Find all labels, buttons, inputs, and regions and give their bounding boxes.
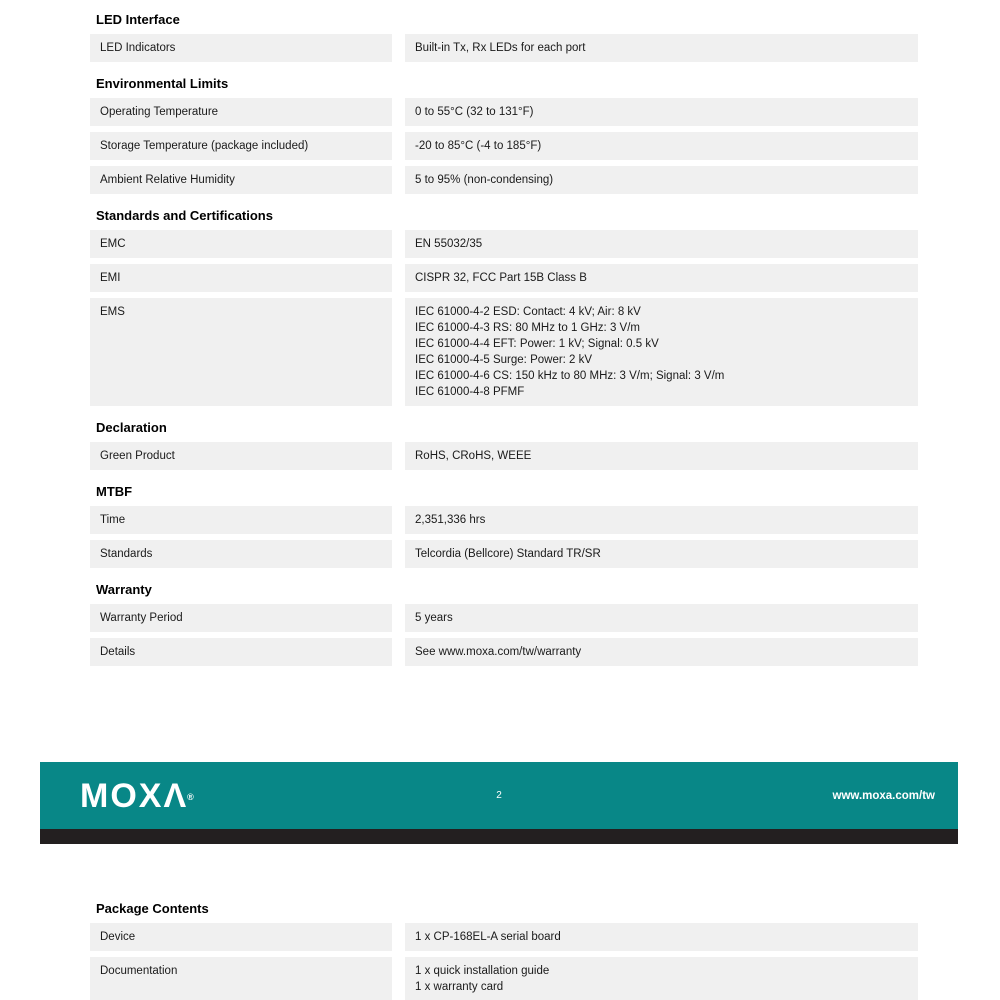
spec-row <box>90 264 918 292</box>
footer-band <box>40 762 958 829</box>
spec-row <box>90 506 918 534</box>
spec-value-line: IEC 61000-4-4 EFT: Power: 1 kV; Signal: 0.5 kV <box>415 338 659 350</box>
spec-value-line: IEC 61000-4-8 PFMF <box>415 386 525 398</box>
spec-value <box>405 264 918 292</box>
spec-label: Operating Temperature <box>90 98 392 126</box>
section-title: MTBF <box>96 484 133 499</box>
spec-value-line: 1 x CP-168EL-A serial board <box>415 931 561 943</box>
spec-value <box>405 298 918 406</box>
spec-row <box>90 298 918 406</box>
spec-label: Documentation <box>90 957 392 1000</box>
spec-value-line: IEC 61000-4-2 ESD: Contact: 4 kV; Air: 8 kV <box>415 306 641 318</box>
section-title: Warranty <box>96 582 152 597</box>
spec-label: Standards <box>90 540 392 568</box>
spec-value-line: 1 x warranty card <box>415 981 504 993</box>
section-title: LED Interface <box>96 12 180 27</box>
spec-table-package-contents <box>90 902 918 1000</box>
section-title: Standards and Certifications <box>96 208 273 223</box>
spec-label: Green Product <box>90 442 392 470</box>
spec-value <box>405 540 918 568</box>
spec-label: EMS <box>90 298 392 406</box>
footer-website: www.moxa.com/tw <box>832 789 935 802</box>
spec-label: Device <box>90 923 392 951</box>
spec-row <box>90 957 918 1000</box>
spec-value-line: 1 x quick installation guide <box>415 965 550 977</box>
spec-value-line: 5 years <box>415 612 453 624</box>
spec-row <box>90 98 918 126</box>
spec-table-main <box>90 13 918 672</box>
spec-value <box>405 923 918 951</box>
spec-value-line: Built-in Tx, Rx LEDs for each port <box>415 42 586 54</box>
spec-value <box>405 132 918 160</box>
spec-value <box>405 34 918 62</box>
section-title: Environmental Limits <box>96 76 229 91</box>
spec-value-line: CISPR 32, FCC Part 15B Class B <box>415 272 587 284</box>
spec-label: EMC <box>90 230 392 258</box>
spec-row <box>90 166 918 194</box>
page-number: 2 <box>496 789 502 801</box>
spec-value-line: IEC 61000-4-5 Surge: Power: 2 kV <box>415 354 593 366</box>
spec-value <box>405 230 918 258</box>
section-title: Declaration <box>96 420 167 435</box>
spec-label: Ambient Relative Humidity <box>90 166 392 194</box>
spec-value-line: RoHS, CRoHS, WEEE <box>415 450 532 462</box>
spec-value <box>405 638 918 666</box>
spec-row <box>90 540 918 568</box>
spec-value-line: -20 to 85°C (-4 to 185°F) <box>415 140 542 152</box>
spec-value-line: See www.moxa.com/tw/warranty <box>415 646 582 658</box>
spec-label: Storage Temperature (package included) <box>90 132 392 160</box>
spec-value-line: 2,351,336 hrs <box>415 514 486 526</box>
spec-value <box>405 604 918 632</box>
moxa-logo-lambda: Λ <box>163 776 187 815</box>
registered-trademark-icon: ® <box>187 791 194 802</box>
spec-value-line: EN 55032/35 <box>415 238 483 250</box>
spec-label: LED Indicators <box>90 34 392 62</box>
spec-value <box>405 957 918 1000</box>
spec-row <box>90 132 918 160</box>
spec-label: Warranty Period <box>90 604 392 632</box>
section-title: Package Contents <box>96 901 209 916</box>
spec-row <box>90 230 918 258</box>
spec-row <box>90 604 918 632</box>
spec-label: Details <box>90 638 392 666</box>
spec-value-line: Telcordia (Bellcore) Standard TR/SR <box>415 548 601 560</box>
spec-label: EMI <box>90 264 392 292</box>
spec-row <box>90 638 918 666</box>
spec-row <box>90 442 918 470</box>
moxa-logo-text: MOX <box>80 776 164 815</box>
spec-value <box>405 166 918 194</box>
spec-value-line: 0 to 55°C (32 to 131°F) <box>415 106 534 118</box>
spec-value-line: IEC 61000-4-3 RS: 80 MHz to 1 GHz: 3 V/m <box>415 322 640 334</box>
spec-value <box>405 442 918 470</box>
spec-value <box>405 506 918 534</box>
spec-value-line: IEC 61000-4-6 CS: 150 kHz to 80 MHz: 3 V/m; Signal: 3 V/m <box>415 370 725 382</box>
spec-label: Time <box>90 506 392 534</box>
spec-row <box>90 34 918 62</box>
spec-value <box>405 98 918 126</box>
spec-row <box>90 923 918 951</box>
spec-value-line: 5 to 95% (non-condensing) <box>415 174 554 186</box>
footer-dark-bar <box>40 829 958 844</box>
